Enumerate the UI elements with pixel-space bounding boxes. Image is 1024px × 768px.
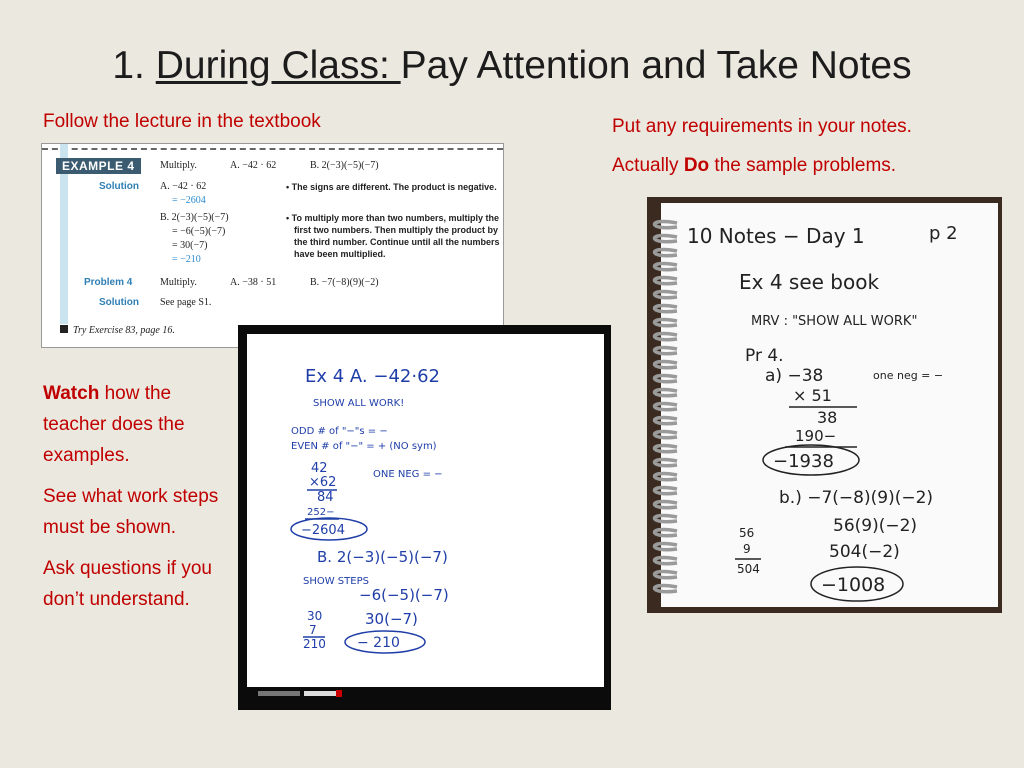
wb-line-6: ×62 xyxy=(309,475,337,490)
toolbar-bar xyxy=(258,691,300,696)
sample-line-post: the sample problems. xyxy=(709,155,897,176)
ask-questions-note: Ask questions if you don’t understand. xyxy=(43,558,212,610)
spiral-ring xyxy=(655,235,678,241)
spiral-binding-icon xyxy=(647,217,681,601)
title-number: 1. xyxy=(112,44,156,87)
whiteboard-image xyxy=(238,325,611,710)
right-requirement-line: Put any requirements in your notes. xyxy=(612,116,912,137)
example-a: A. −42 · 62 xyxy=(230,160,277,171)
spiral-ring xyxy=(655,557,678,563)
solution-b2: = −6(−5)(−7) xyxy=(172,226,226,237)
spiral-ring xyxy=(655,487,678,493)
wb-line-11: B. 2(−3)(−5)(−7) xyxy=(317,548,448,566)
marker-tip-icon xyxy=(336,690,342,697)
nb-line-17: 9 xyxy=(743,542,751,556)
spiral-ring xyxy=(655,431,678,437)
note-b1: • To multiply more than two numbers, multiply the xyxy=(286,213,499,223)
spiral-ring xyxy=(655,403,678,409)
wb-line-18: − 210 xyxy=(357,635,400,651)
note-a: • The signs are different. The product is negative. xyxy=(286,182,497,192)
wb-line-3: ODD # of "−"s = − xyxy=(291,426,388,437)
wb-line-2: SHOW ALL WORK! xyxy=(313,398,405,409)
see-work-note: See what work steps must be shown. xyxy=(43,486,219,538)
nb-line-1: 10 Notes − Day 1 xyxy=(687,224,865,248)
notebook-image xyxy=(647,197,1002,613)
wb-line-7: 84 xyxy=(317,490,334,505)
nb-line-8: 38 xyxy=(817,408,838,427)
watch-bold: Watch xyxy=(43,383,100,404)
solution-b3: = 30(−7) xyxy=(172,240,208,251)
sample-line-pre: Actually xyxy=(612,155,684,176)
spiral-ring xyxy=(655,417,678,423)
solution-a1: A. −42 · 62 xyxy=(160,181,207,192)
notebook-page xyxy=(661,203,998,607)
wb-line-10: −2604 xyxy=(301,523,345,538)
wb-line-12: SHOW STEPS xyxy=(303,576,369,587)
spiral-ring xyxy=(655,361,678,367)
whiteboard-writing xyxy=(247,334,604,687)
spiral-ring xyxy=(655,501,678,507)
nb-line-13: 56(9)(−2) xyxy=(833,516,918,536)
left-notes xyxy=(43,378,223,625)
wb-line-1: Ex 4 A. −42·62 xyxy=(305,366,440,387)
title-underlined: During Class: xyxy=(155,44,401,87)
nb-line-10: −1938 xyxy=(773,451,834,472)
nb-line-4: MRV : "SHOW ALL WORK" xyxy=(751,314,918,329)
nb-line-11: one neg = − xyxy=(873,369,944,382)
wb-line-4: EVEN # of "−" = + (NO sym) xyxy=(291,441,437,452)
slide-title xyxy=(0,44,1024,88)
spiral-ring xyxy=(655,333,678,339)
wb-line-8: 252− xyxy=(307,507,335,518)
nb-line-7: × 51 xyxy=(793,386,832,405)
note-b2: first two numbers. Then multiply the product by xyxy=(294,225,499,235)
nb-line-18: 504 xyxy=(737,562,760,576)
nb-line-16: 56 xyxy=(739,526,755,540)
spiral-ring xyxy=(655,277,678,283)
see-page: See page S1. xyxy=(160,297,212,308)
spiral-ring xyxy=(655,375,678,381)
spiral-ring xyxy=(655,263,678,269)
spiral-ring xyxy=(655,473,678,479)
spiral-ring xyxy=(655,291,678,297)
wb-line-16: 7 xyxy=(309,623,317,637)
wb-line-13: −6(−5)(−7) xyxy=(359,586,449,604)
problem-a: A. −38 · 51 xyxy=(230,277,277,288)
solution-a2: = −2604 xyxy=(172,195,206,206)
spiral-ring xyxy=(655,515,678,521)
title-rest: Pay Attention and Take Notes xyxy=(400,44,912,87)
note-b3: the third number. Continue until all the numbers xyxy=(294,237,500,247)
spiral-ring xyxy=(655,347,678,353)
nb-line-6: a) −38 xyxy=(765,366,824,386)
spiral-ring xyxy=(655,543,678,549)
spiral-ring xyxy=(655,305,678,311)
watch-rest: how the teacher does the examples. xyxy=(43,383,185,466)
spiral-ring xyxy=(655,389,678,395)
left-caption: Follow the lecture in the textbook xyxy=(43,111,321,132)
marker-icon xyxy=(304,691,340,696)
wb-line-5: 42 xyxy=(311,461,328,476)
sample-line-bold: Do xyxy=(683,155,710,176)
note-b4: have been multiplied. xyxy=(294,249,386,259)
problem-b: B. −7(−8)(9)(−2) xyxy=(310,277,379,288)
nb-line-5: Pr 4. xyxy=(745,346,784,366)
wb-line-17: 210 xyxy=(303,637,326,651)
try-exercise-text: Try Exercise 83, page 16. xyxy=(73,325,175,336)
nb-line-12: b.) −7(−8)(9)(−2) xyxy=(779,488,934,508)
solution-b4: = −210 xyxy=(172,254,201,265)
nb-line-15: −1008 xyxy=(821,574,886,596)
example-b: B. 2(−3)(−5)(−7) xyxy=(310,160,379,171)
right-sample-line xyxy=(612,155,896,177)
nb-line-9: 190− xyxy=(795,427,837,445)
wb-line-15: 30 xyxy=(307,609,323,623)
solution-b1: B. 2(−3)(−5)(−7) xyxy=(160,212,229,223)
arrow-square-icon xyxy=(60,325,68,333)
spiral-ring xyxy=(655,585,678,591)
top-divider xyxy=(42,148,503,150)
example-label: EXAMPLE 4 xyxy=(56,158,141,174)
spiral-ring xyxy=(655,249,678,255)
spiral-ring xyxy=(655,319,678,325)
whiteboard-surface xyxy=(247,334,604,687)
solution-label: Solution xyxy=(99,181,139,192)
spiral-ring xyxy=(655,459,678,465)
wb-line-9: ONE NEG = − xyxy=(373,469,443,480)
textbook-excerpt-image xyxy=(41,143,504,348)
solution-label-2: Solution xyxy=(99,297,139,308)
multiply-1: Multiply. xyxy=(160,160,197,171)
spiral-ring xyxy=(655,221,678,227)
nb-line-3: Ex 4 see book xyxy=(739,270,880,294)
multiply-2: Multiply. xyxy=(160,277,197,288)
problem-label: Problem 4 xyxy=(84,277,133,288)
watch-note xyxy=(43,378,223,471)
notebook-writing xyxy=(661,203,998,607)
wb-line-14: 30(−7) xyxy=(365,610,418,628)
spiral-ring xyxy=(655,571,678,577)
try-exercise xyxy=(60,325,175,336)
nb-line-2: p 2 xyxy=(929,223,958,244)
spiral-ring xyxy=(655,445,678,451)
nb-line-14: 504(−2) xyxy=(829,542,900,562)
spiral-ring xyxy=(655,529,678,535)
